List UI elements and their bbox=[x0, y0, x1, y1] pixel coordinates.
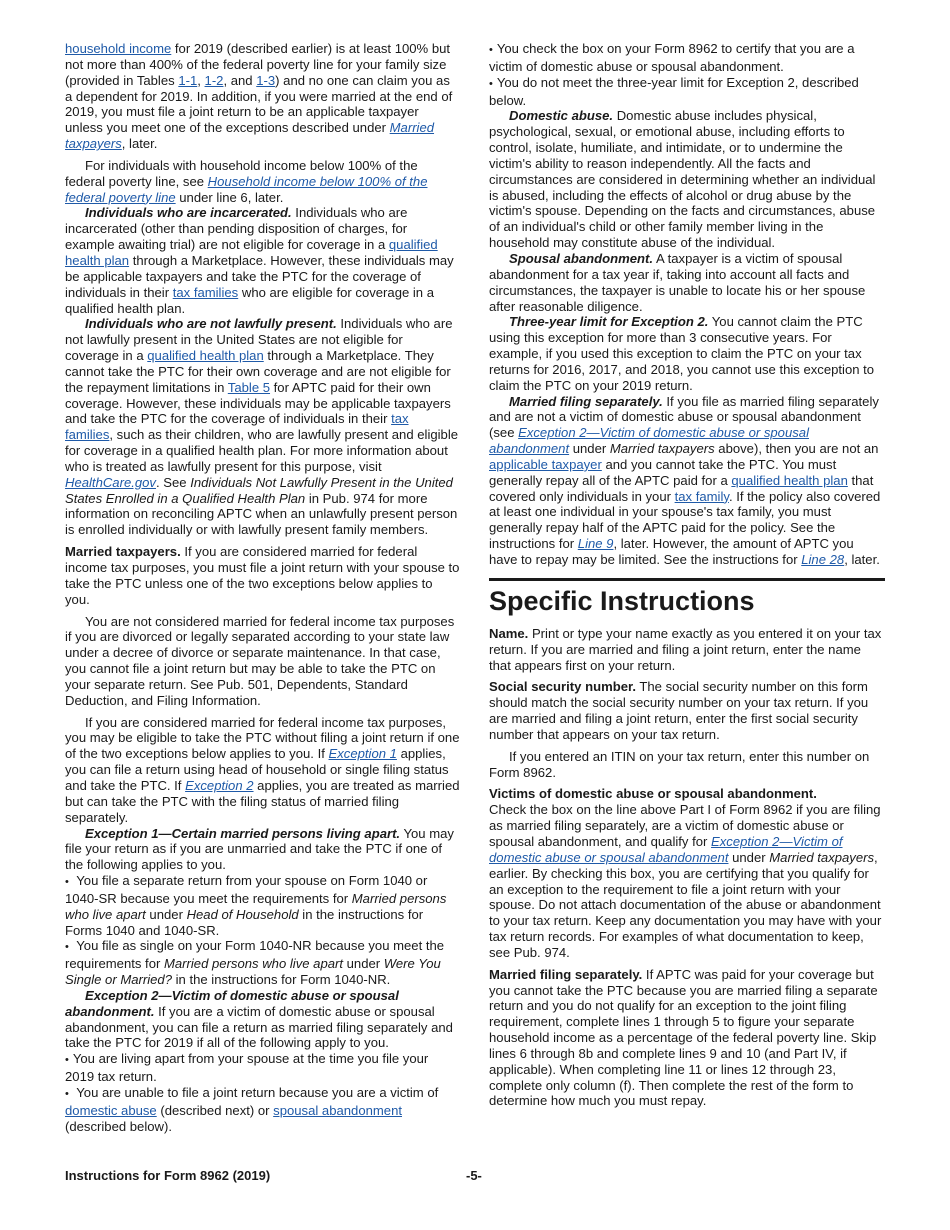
paragraph-three-year-limit: Three-year limit for Exception 2. You cannot claim the PTC using this exception for more than 3 consecutive years. For example, if you used this exception to claim the PTC on your tax returns for 2016, 2017, and 2018, you cannot use this exception to claim the PTC on your 2019 return. bbox=[489, 314, 875, 393]
left-column bbox=[65, 41, 460, 1135]
run-in-heading: Spousal abandonment. bbox=[509, 250, 654, 266]
run-in-heading: Exception 1—Certain married persons living apart. bbox=[85, 825, 401, 841]
paragraph-not-lawfully-present: Individuals who are not lawfully present. Individuals who are not lawfully present in the United States are not eligible for coverage in a qualified health plan through a Marketplace. They cannot take the PTC for their own coverage and are not eligible for the repayment limitations in Table 5 for APTC paid for their own coverage. However, these individuals may be applicable taxpayers and take the PTC for the coverage of individuals in their tax families, such as their children, who are lawfully present and eligible for coverage in a qualified health plan. For more information about who is treated as lawfully present for this purpose, visit HealthCare.gov. See Individuals Not Lawfully Present in the United States Enrolled in a Qualified Health Plan in Pub. 974 for more information on reconciling APTC when an unlawfully present person is enrolled individually or with lawfully present family members. bbox=[65, 316, 459, 538]
section-heading: Married taxpayers. bbox=[65, 544, 181, 560]
link-domestic-abuse[interactable]: domestic abuse bbox=[65, 1102, 157, 1118]
link-tax-family[interactable]: tax family bbox=[674, 488, 729, 504]
run-in-heading: Domestic abuse. bbox=[509, 108, 614, 124]
paragraph-exception-2: Exception 2—Victim of domestic abuse or spousal abandonment. If you are a victim of domestic abuse or spousal abandonment, you can file a return as married filing separately and take the PTC for 2019 if all of the following apply to you. bbox=[65, 987, 453, 1051]
link-married-taxpayers[interactable]: Married taxpayers bbox=[65, 120, 435, 152]
paragraph-applicable-taxpayer-cont: household income for 2019 (described earlier) is at least 100% but not more than 400% of the federal poverty line for your family size (provided in Tables 1-1, 1-2, and 1-3) and no one can claim you as a dependent for 2019. In addition, if you were married at the end of 2019, you must file a joint return to be an applicable taxpayer unless you meet one of the exceptions described under Married taxpayers, later. bbox=[65, 41, 453, 152]
paragraph-name: Name. Print or type your name exactly as you entered it on your tax return. If you are married and filing a joint return, enter the name that appears first on your return. bbox=[489, 625, 882, 673]
paragraph-two-exceptions: If you are considered married for federal income tax purposes, you may be eligible to take the PTC without filing a joint return if one of the two exceptions below applies to you. If Exception 1 applies, you can file a return using head of household or single filing status and take the PTC. If Exception 2 applies, you are treated as married but can take the PTC with the filing status of married filing separately. bbox=[65, 714, 460, 825]
section-heading: Married filing separately. bbox=[489, 966, 643, 982]
paragraph-spousal-abandonment: Spousal abandonment. A taxpayer is a victim of spousal abandonment for a tax year if, taking into account all facts and circumstances, the taxpayer is unable to locate his or her spouse after reasonable diligence. bbox=[489, 250, 866, 314]
right-column bbox=[489, 41, 885, 1109]
run-in-heading: Exception 2—Victim of domestic abuse or spousal abandonment. bbox=[65, 987, 399, 1019]
bullet-item: • You are unable to file a joint return because you are a victim of domestic abuse (described next) or spousal abandonment (described below). bbox=[65, 1085, 460, 1135]
link-table-1-1[interactable]: 1-1 bbox=[178, 72, 198, 88]
link-table-5[interactable]: Table 5 bbox=[227, 379, 271, 395]
paragraph-incarcerated: Individuals who are incarcerated. Individuals who are incarcerated (other than pending disposition of charges, for example awaiting trial) are not eligible for coverage in a qualified health plan through a Marketplace. However, these individuals may be applicable taxpayers and take the PTC for the coverage of individuals in their tax families who are eligible for coverage in a qualified health plan. bbox=[65, 205, 454, 316]
bullet-item: • You file as single on your Form 1040-NR because you meet the requirements for Married persons who live apart under Were You Single or Married? in the instructions for Form 1040-NR. bbox=[65, 938, 460, 988]
footer-form-title: Instructions for Form 8962 (2019) bbox=[65, 1168, 271, 1183]
run-in-heading: Individuals who are not lawfully present. bbox=[85, 316, 337, 332]
paragraph-domestic-abuse: Domestic abuse. Domestic abuse includes physical, psychological, sexual, or emotional abuse, including efforts to control, isolate, humiliate, and intimidate, or to undermine the victim's ability to reason independently. All the facts and circumstances are considered in determining whether an individual is abused, including the effects of alcohol or drug abuse by the victim's spouse. Depending on the facts and circumstances, abuse of an individual's child or other family member living in the household may constitute abuse of the individual. bbox=[489, 108, 876, 251]
paragraph-victims: Victims of domestic abuse or spousal abandonment. Check the box on the line above Part I of Form 8962 if you are filing as married filing separately, are a victim of domestic abuse or spousal abandonment, and qualify for Exception 2—Victim of domestic abuse or spousal abandonment under Married taxpayers, earlier. By checking this box, you are certifying that you qualify for an exception to the requirement to file a joint return with your spouse. Do not attach documentation of the abuse or abandonment to your tax return. Keep any documentation you may have with your tax return records. For examples of what documentation to keep, see Pub. 974. bbox=[489, 786, 885, 960]
link-tax-families[interactable]: tax families bbox=[172, 284, 239, 300]
link-applicable-taxpayer[interactable]: applicable taxpayer bbox=[489, 456, 602, 472]
paragraph-itin: If you entered an ITIN on your tax return, enter this number on Form 8962. bbox=[489, 748, 870, 780]
section-title: Specific Instructions bbox=[489, 585, 755, 616]
link-exception-2[interactable]: Exception 2—Victim of domestic abuse or spousal abandonment bbox=[489, 833, 843, 865]
run-in-heading: Three-year limit for Exception 2. bbox=[509, 314, 709, 330]
link-spousal-abandonment[interactable]: spousal abandonment bbox=[273, 1102, 403, 1118]
bullet-item: • You file a separate return from your spouse on Form 1040 or 1040-SR because you meet the requirements for Married persons who live apart under Head of Household in the instructions for Forms 1040 and 1040-SR. bbox=[65, 873, 460, 938]
section-heading: Name. bbox=[489, 625, 529, 641]
paragraph-married-filing-separately: Married filing separately. If you file as married filing separately and are not a victim of domestic abuse or spousal abandonment (see Exception 2—Victim of domestic abuse or spousal abandonment under Married taxpayers above), then you are not an applicable taxpayer and you cannot take the PTC. You must generally repay all of the APTC paid for a qualified health plan that covered only individuals in your tax family. If the policy also covered at least one individual in your spouse's tax family, you must generally repay half of the APTC paid for the policy. See the instructions for Line 9, later. However, the amount of APTC you have to repay may be limited. See the instructions for Line 28, later. bbox=[489, 393, 881, 567]
bullet-item: • You are living apart from your spouse at the time you file your 2019 tax return. bbox=[65, 1051, 460, 1085]
run-in-heading: Married filing separately. bbox=[509, 393, 663, 409]
section-divider bbox=[489, 578, 885, 581]
section-heading: Victims of domestic abuse or spousal abandonment. bbox=[489, 786, 817, 802]
link-household-income[interactable]: household income bbox=[65, 41, 172, 56]
paragraph-income-below-100: For individuals with household income below 100% of the federal poverty line, see Household income below 100% of the federal poverty line under line 6, later. bbox=[65, 157, 428, 205]
bullet-item: • You do not meet the three-year limit for Exception 2, described below. bbox=[489, 75, 885, 109]
link-qualified-health-plan[interactable]: qualified health plan bbox=[731, 472, 848, 488]
paragraph-married-taxpayers: Married taxpayers. If you are considered married for federal income tax purposes, you must file a joint return with your spouse to take the PTC unless one of the two exceptions below applies to you. bbox=[65, 544, 460, 607]
link-healthcare-gov[interactable]: HealthCare.gov bbox=[65, 474, 156, 490]
link-table-1-2[interactable]: 1-2 bbox=[204, 72, 224, 88]
paragraph-mfs-specific: Married filing separately. If APTC was paid for your coverage but you cannot take the PTC because you are married filing a separate return and you do not qualify for an exception to the joint filing requirement, complete lines 1 through 5 to figure your separate household income as a percentage of the federal poverty line. Skip lines 6 through 8b and complete lines 9 and 10 (and Part IV, if applicable). When completing line 11 or lines 12 through 23, complete only column (f). Then complete the rest of the form to determine how much you must repay. bbox=[489, 966, 878, 1109]
page-number: -5- bbox=[466, 1168, 482, 1183]
link-qualified-health-plan[interactable]: qualified health plan bbox=[65, 237, 438, 268]
paragraph-not-considered-married: You are not considered married for federal income tax purposes if you are divorced or legally separated according to your state law under a decree of divorce or separate maintenance. In that case, you cannot file a joint return but may be able to take the PTC on your separate return. See Pub. 501, Dependents, Standard Deduction, and Filing Information. bbox=[65, 613, 455, 708]
run-in-heading: Individuals who are incarcerated. bbox=[85, 205, 292, 221]
section-heading: Social security number. bbox=[489, 679, 636, 695]
link-exception-1[interactable]: Exception 1 bbox=[328, 746, 397, 762]
link-qualified-health-plan[interactable]: qualified health plan bbox=[147, 348, 264, 364]
paragraph-exception-1: Exception 1—Certain married persons living apart. You may file your return as if you are unmarried and take the PTC if one of the following applies to you. bbox=[65, 825, 454, 873]
link-tax-families[interactable]: tax families bbox=[65, 411, 409, 443]
paragraph-ssn: Social security number. The social security number on this form should match the social security number on your tax return. If you are married and filing a joint return, enter the first social security number that appears on your tax return. bbox=[489, 679, 869, 742]
link-line-28[interactable]: Line 28 bbox=[801, 552, 845, 567]
bullet-item: • You check the box on your Form 8962 to certify that you are a victim of domestic abuse or spousal abandonment. bbox=[489, 41, 885, 75]
link-line-9[interactable]: Line 9 bbox=[577, 536, 614, 552]
link-exception-2[interactable]: Exception 2 bbox=[185, 777, 254, 793]
link-exception-2[interactable]: Exception 2—Victim of domestic abuse or spousal abandonment bbox=[489, 425, 809, 457]
link-table-1-3[interactable]: 1-3 bbox=[256, 72, 276, 88]
link-household-income-below-100[interactable]: Household income below 100% of the federal poverty line bbox=[65, 173, 428, 205]
